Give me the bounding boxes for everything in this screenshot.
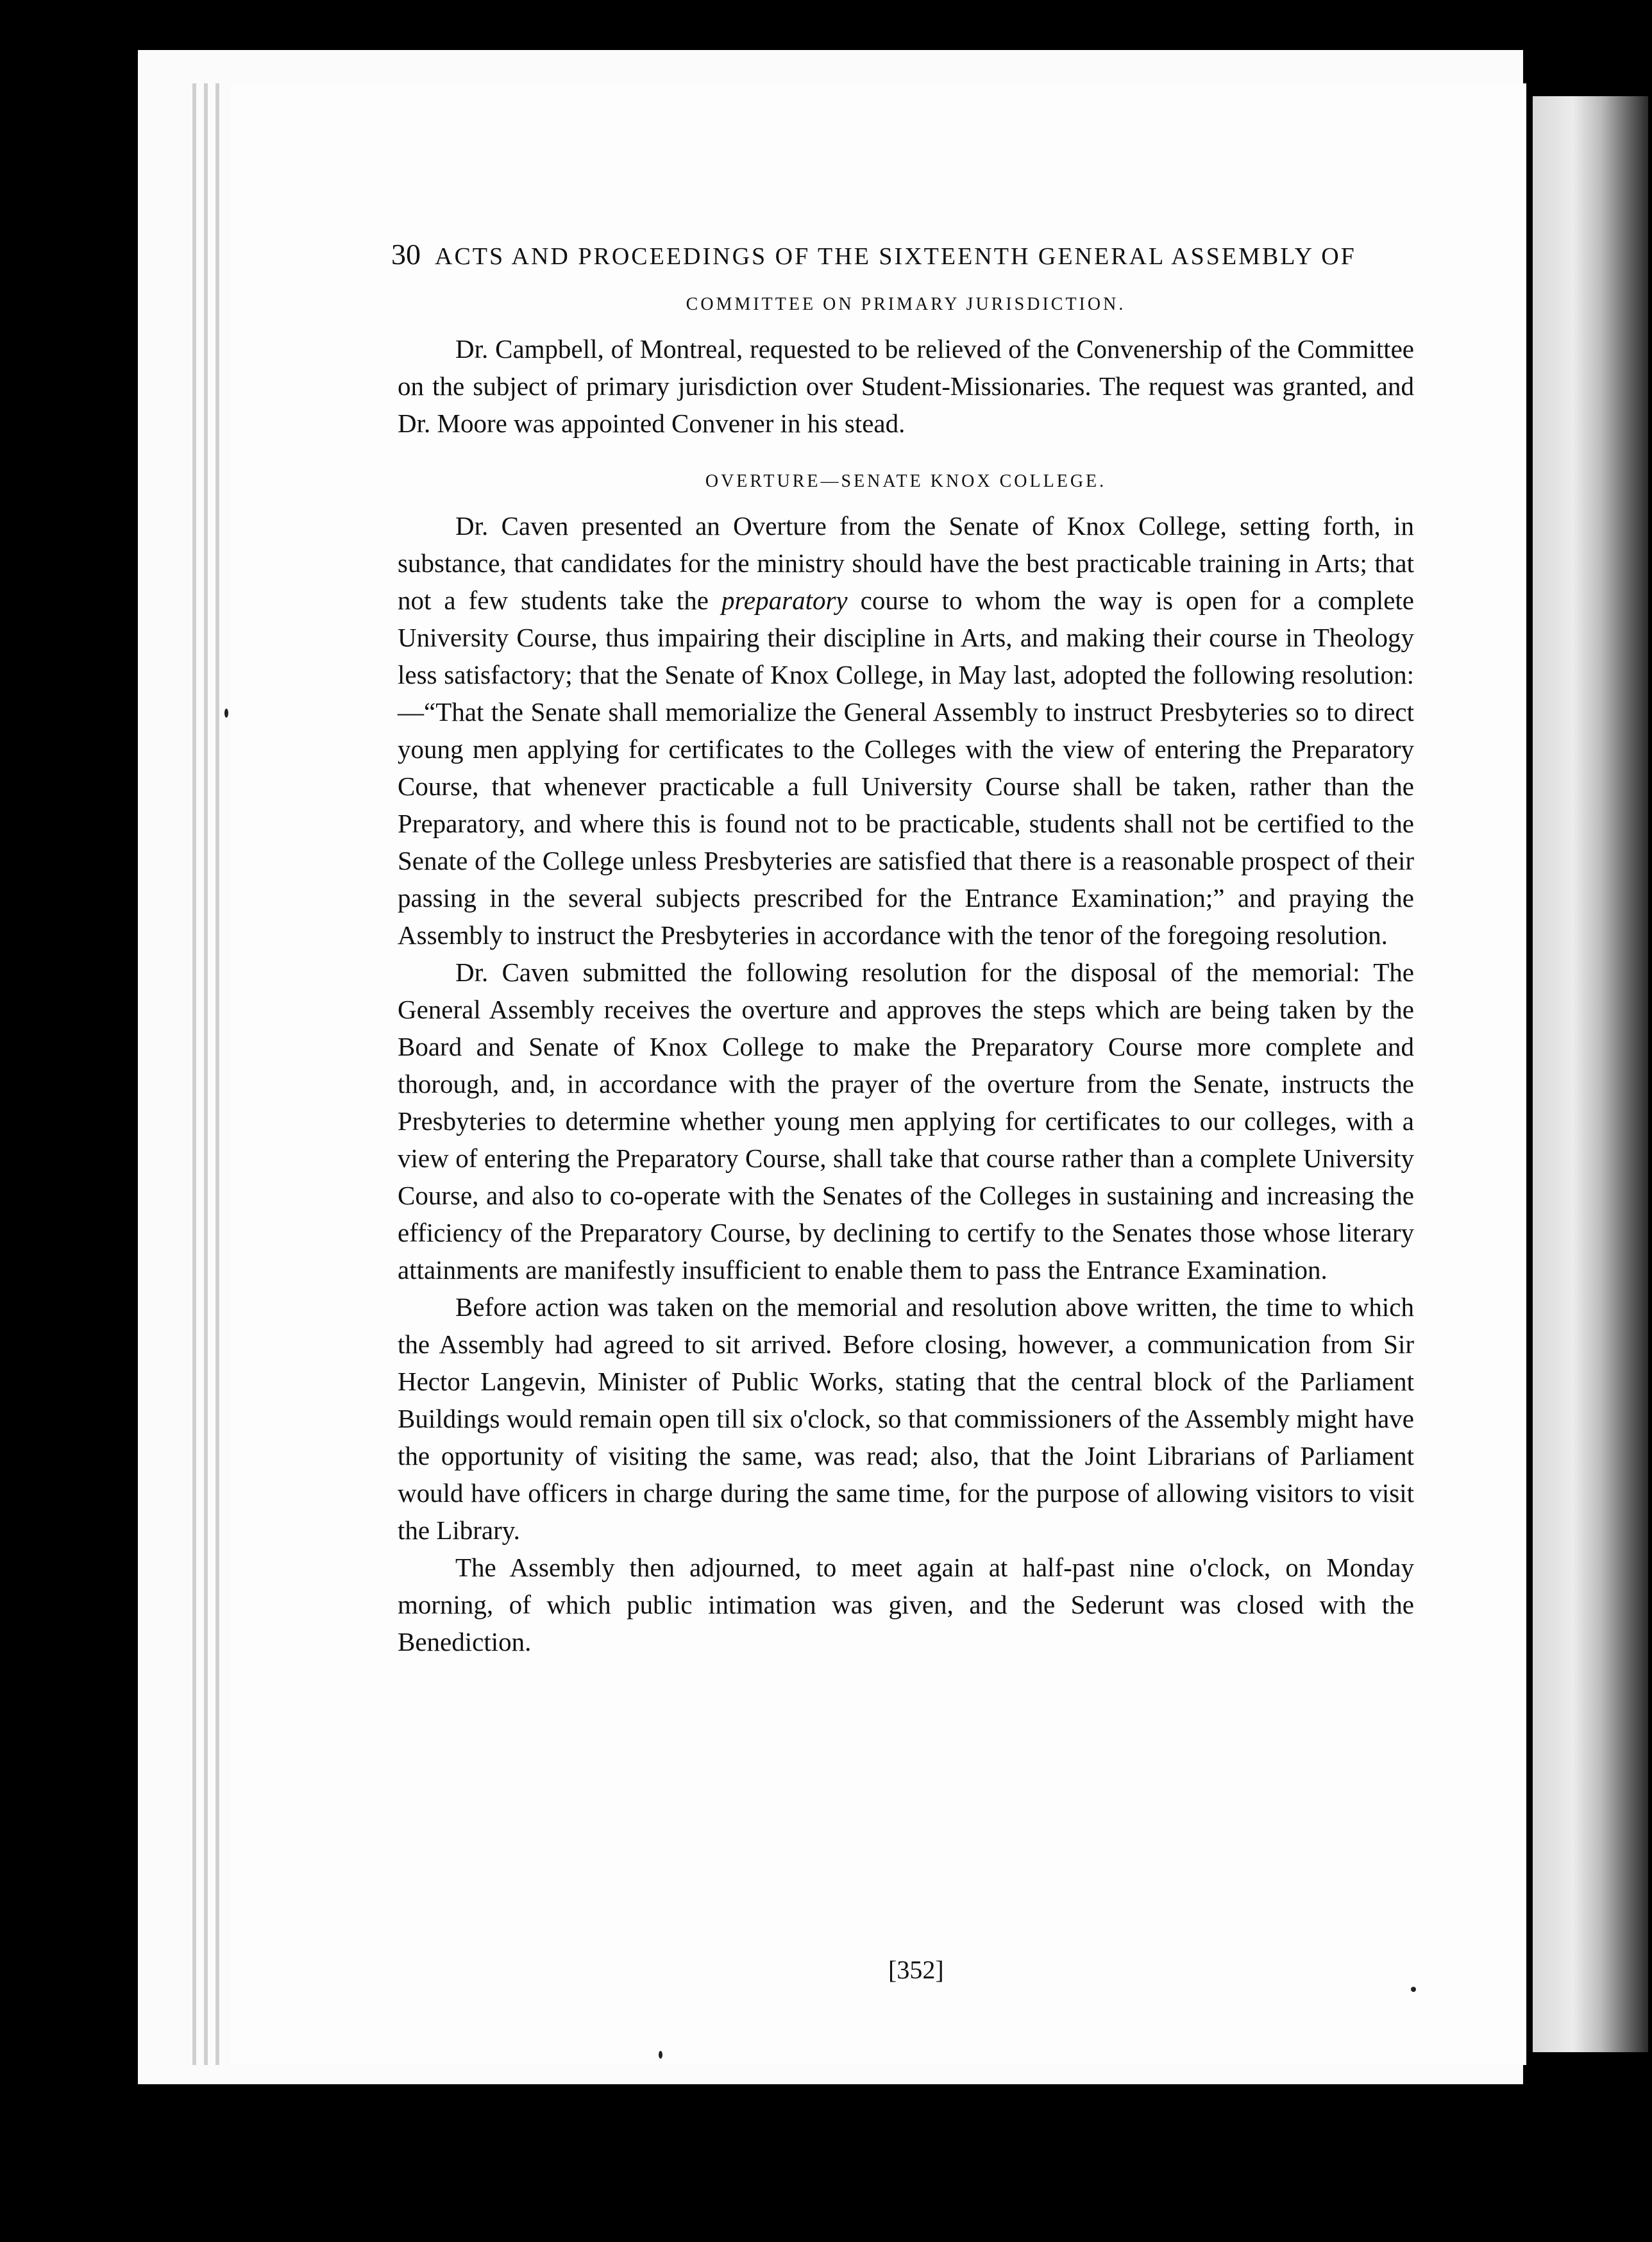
section-heading: COMMITTEE ON PRIMARY JURISDICTION.: [686, 294, 1126, 314]
running-head: [391, 237, 1414, 271]
running-title: ACTS AND PROCEEDINGS OF THE SIXTEENTH GENERAL ASSEMBLY OF: [435, 243, 1356, 270]
book-spine-shadow: [1533, 96, 1648, 2052]
italic-word: preparatory: [721, 586, 848, 615]
paragraph: Dr. Caven submitted the following resolution for the disposal of the memorial: The General Assembly receives the overture and approves the steps which are being taken by the Board and Senate of Knox College to make the Preparatory Course more complete and thorough, and, in accordance with the prayer of the overture from the Senate, instructs the Presbyteries to determine whether young men applying for certificates to our colleges, with a view of entering the Preparatory Course, shall take that course rather than a complete University Course, and also to co-operate with the Senates of the Colleges in sustaining and increasing the efficiency of the Preparatory Course, by declining to certify to the Senates those whose literary attainments are manifestly insufficient to enable them to pass the Entrance Examination.: [398, 957, 1414, 1285]
paragraph: The Assembly then adjourned, to meet again at half-past nine o'clock, on Monday morning, of which public intimation was given, and the Sederunt was closed with the Benediction.: [398, 1553, 1414, 1656]
paragraph: Before action was taken on the memorial and resolution above written, the time to which the Assembly had agreed to sit arrived. Before closing, however, a communication from Sir Hector Langevin, Minister of Public Works, stating that the central block of the Parliament Buildings would remain open till six o'clock, so that commissioners of the Assembly might have the opportunity of visiting the same, was read; also, that the Joint Librarians of Parliament would have officers in charge during the same time, for the purpose of allowing visitors to visit the Library.: [398, 1292, 1414, 1545]
page-edge: [192, 83, 196, 2065]
scan-speck: [659, 2051, 662, 2059]
scan-speck: [224, 709, 228, 718]
footer-page-mark: [352]: [888, 1955, 944, 1984]
page-number: 30: [391, 238, 421, 271]
page-edge: [204, 83, 208, 2065]
scan-speck: [1411, 1987, 1416, 1992]
paragraph: Dr. Campbell, of Montreal, requested to be relieved of the Convenership of the Committee on the subject of primary jurisdiction over Student-Missionaries. The request was granted, and Dr. Moore was appointed Convener in his stead.: [398, 334, 1414, 438]
page-content: [391, 237, 1414, 1660]
page-edge: [215, 83, 219, 2065]
paragraph: Dr. Caven presented an Overture from the Senate of Knox College, setting forth, in substance, that candidates for the ministry should have the best practicable training in Arts; that not a few students take the preparatory course to whom the way is open for a complete University Course, thus impairing their discipline in Arts, and making their course in Theology less satisfactory; that the Senate of Knox College, in May last, adopted the following resolution:—“That the Senate shall memorialize the General Assembly to instruct Presbyteries so to direct young men applying for certificates to the Colleges with the view of entering the Preparatory Course, that whenever practicable a full University Course shall be taken, rather than the Preparatory, and where this is found not to be practicable, students shall not be certified to the Senate of the College unless Presbyteries are satisfied that there is a reasonable prospect of their passing in the several subjects prescribed for the Entrance Examination;” and praying the Assembly to instruct the Presbyteries in accordance with the tenor of the foregoing resolution.: [398, 511, 1414, 950]
section-heading: OVERTURE—SENATE KNOX COLLEGE.: [705, 471, 1107, 491]
